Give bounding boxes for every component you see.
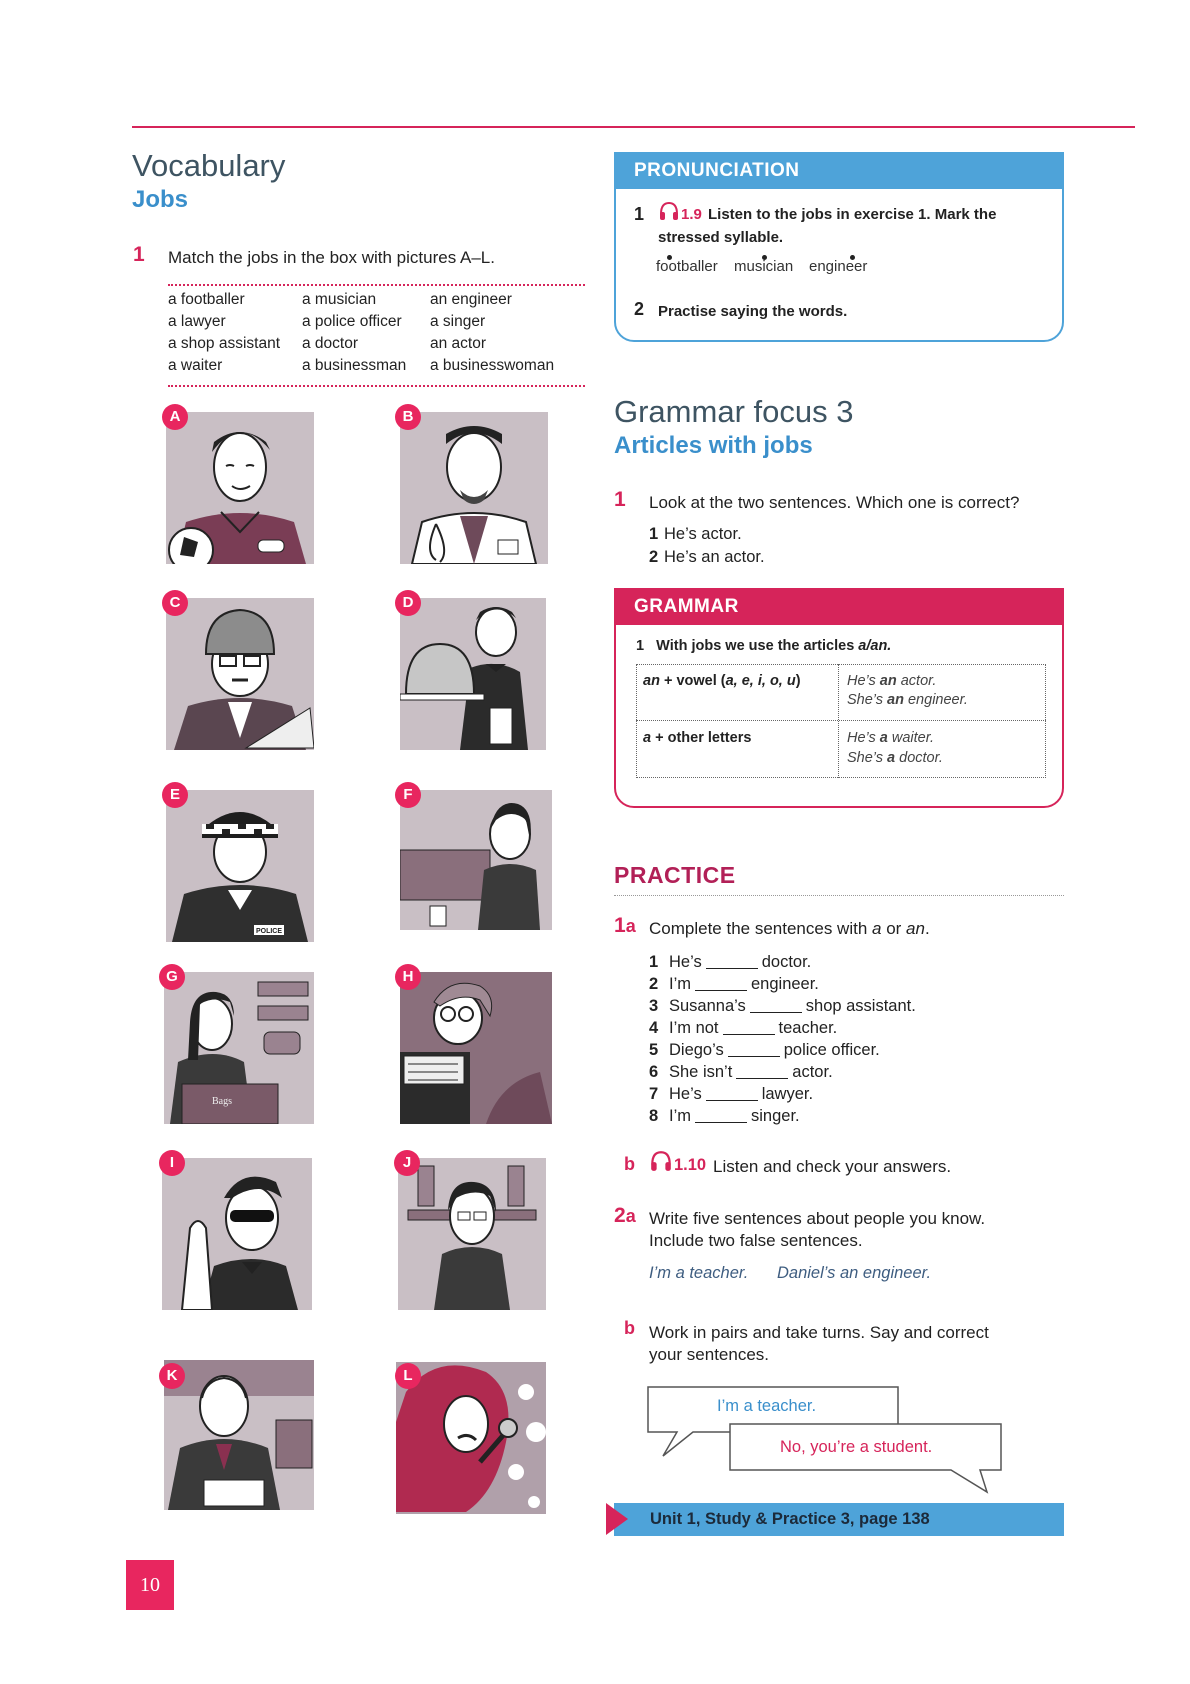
sentence-after: lawyer. [761, 1084, 814, 1103]
top-rule [132, 126, 1135, 128]
sentence-number: 6 [649, 1062, 659, 1081]
example-text: actor. [896, 673, 937, 689]
pron-word: engineer [809, 258, 868, 275]
job-word: a footballer [168, 291, 245, 308]
picture-e-police-officer [166, 790, 314, 942]
example-text: engineer. [903, 692, 968, 708]
picture-i-actor [162, 1158, 312, 1310]
grammar-rule-cell [643, 673, 801, 689]
pron-item-number: 2 [634, 299, 645, 319]
rule-text: + other letters [651, 730, 752, 746]
picture-badge: I [159, 1150, 185, 1176]
sentence-before: He’s [669, 952, 702, 971]
pron-item-text: Listen to the jobs in exercise 1. Mark the [708, 206, 997, 223]
sentence-number: 7 [649, 1084, 659, 1103]
exercise-number: 1 [614, 488, 626, 511]
headphones-icon[interactable] [658, 200, 680, 227]
answer-blank[interactable] [728, 1043, 780, 1057]
sentence-before: I’m [669, 1106, 691, 1125]
grammar-table-divider [636, 720, 1046, 721]
sentence-before: Diego’s [669, 1040, 724, 1059]
sentence-after: teacher. [778, 1018, 838, 1037]
grammar-focus-subtitle: Articles with jobs [614, 432, 813, 459]
sentence-after: shop assistant. [805, 996, 916, 1015]
grammar-rule-text: With jobs we use the articles [656, 638, 855, 654]
picture-d-waiter [400, 598, 546, 750]
rule-text: ) [795, 673, 801, 689]
example-sentence: I’m a teacher. [649, 1264, 749, 1282]
picture-badge: F [395, 782, 421, 808]
instruction-text: or [881, 919, 907, 938]
exercise-letter: a [625, 916, 636, 936]
job-word: a doctor [302, 335, 359, 352]
grammar-rule [636, 638, 891, 654]
picture-badge: C [162, 590, 188, 616]
example-text: She’s [847, 750, 888, 766]
pron-item-number: 1 [634, 204, 645, 224]
speech-bubble-1: I’m a teacher. [717, 1397, 817, 1415]
word-box-bottom-rule [168, 385, 585, 387]
example-text: She’s [847, 692, 888, 708]
picture-badge: H [395, 964, 421, 990]
picture-c-engineer [166, 598, 314, 750]
picture-k-businessman [164, 1360, 314, 1510]
job-word: a waiter [168, 357, 223, 374]
example-sentence: Daniel’s an engineer. [777, 1264, 932, 1282]
sentence-number: 2 [649, 548, 659, 566]
example-text: He’s [847, 730, 880, 746]
exercise-letter: a [625, 1206, 636, 1226]
speech-bubble-2: No, you’re a student. [780, 1438, 933, 1456]
list-item [649, 1017, 969, 1039]
pronunciation-title: PRONUNCIATION [634, 160, 800, 181]
exercise-instruction: Include two false sentences. [649, 1231, 863, 1250]
answer-blank[interactable] [750, 999, 802, 1013]
sentence: He’s an actor. [664, 548, 765, 566]
sentence-after: engineer. [751, 974, 819, 993]
sentence-before: I’m [669, 974, 691, 993]
sentence-number: 3 [649, 996, 659, 1015]
sentence-after: police officer. [783, 1040, 880, 1059]
list-item [649, 1105, 969, 1127]
grammar-example [847, 673, 936, 689]
exercise-letter: b [624, 1154, 635, 1174]
picture-badge: A [162, 404, 188, 430]
pron-item-text: stressed syllable. [658, 229, 784, 246]
job-word: an engineer [430, 291, 512, 308]
answer-blank[interactable] [723, 1021, 775, 1035]
job-word: a musician [302, 291, 377, 308]
example-text: doctor. [895, 750, 943, 766]
job-word: a singer [430, 313, 486, 330]
grammar-rule-number: 1 [636, 638, 645, 654]
exercise-number [614, 914, 636, 938]
example-text: waiter. [887, 730, 935, 746]
sentence-after: actor. [792, 1062, 833, 1081]
sentence-before: She isn’t [669, 1062, 733, 1081]
grammar-example [847, 692, 968, 708]
example-article: a [879, 730, 888, 746]
picture-a-footballer [166, 412, 314, 564]
picture-g-shop-assistant [164, 972, 314, 1124]
sentence-before: He’s [669, 1084, 702, 1103]
picture-badge: J [394, 1150, 420, 1176]
sentence-after: doctor. [761, 952, 812, 971]
sentence-after: singer. [751, 1106, 800, 1125]
exercise-instruction: your sentences. [649, 1345, 770, 1364]
sentence-before: I’m not [669, 1018, 719, 1037]
track-number: 1.9 [681, 206, 702, 223]
exercise-instruction [649, 919, 930, 939]
flag-icon [606, 1503, 628, 1535]
police-badge-text: POLICE [255, 928, 283, 935]
exercise-instruction: Write five sentences about people you know. [649, 1209, 986, 1228]
example-text: He’s [847, 673, 880, 689]
grammar-rule-cell [643, 730, 751, 746]
answer-blank[interactable] [695, 1109, 747, 1123]
picture-badge: B [395, 404, 421, 430]
example-article: an [879, 673, 897, 689]
pron-item-text: Practise saying the words. [658, 303, 848, 320]
list-item [649, 973, 969, 995]
vocabulary-title: Vocabulary [132, 148, 286, 183]
grammar-rule-articles: a/an. [858, 638, 892, 654]
exercise-number: 1 [133, 243, 145, 266]
track-number: 1.10 [674, 1156, 707, 1174]
grammar-table-divider [838, 664, 839, 778]
picture-j-lawyer [398, 1158, 546, 1310]
job-word: a lawyer [168, 313, 226, 330]
list-item [649, 1061, 969, 1083]
bag-label: Bags [212, 1096, 232, 1107]
sentence-number: 4 [649, 1018, 659, 1037]
article: a [643, 730, 652, 746]
grammar-example [847, 730, 934, 746]
job-word: an actor [430, 335, 487, 352]
sentence-before: Susanna’s [669, 996, 746, 1015]
example-article: a [887, 750, 896, 766]
answer-blank[interactable] [706, 955, 758, 969]
picture-h-musician [400, 972, 552, 1124]
exercise-instruction: Match the jobs in the box with pictures A–L. [168, 248, 495, 267]
answer-blank[interactable] [706, 1087, 758, 1101]
picture-b-doctor [400, 412, 548, 564]
list-item [649, 951, 969, 973]
job-word: a police officer [302, 313, 402, 330]
job-word: a businessman [302, 357, 407, 374]
job-word: a businesswoman [430, 357, 555, 374]
instruction-text: Complete the sentences with [649, 919, 873, 938]
answer-blank[interactable] [695, 977, 747, 991]
answer-blank[interactable] [736, 1065, 788, 1079]
article: an [643, 673, 660, 689]
pron-word: footballer [656, 258, 718, 275]
grammar-focus-title: Grammar focus 3 [614, 394, 854, 429]
exercise-num: 1 [614, 914, 626, 937]
list-item [649, 1083, 969, 1105]
page-number: 10 [140, 1574, 160, 1596]
sentence-list [649, 951, 969, 1127]
instruction-text: . [924, 919, 930, 938]
exercise-number [614, 1204, 636, 1228]
grammar-example [847, 750, 943, 766]
exercise-num: 2 [614, 1204, 626, 1227]
picture-badge: K [159, 1363, 185, 1389]
list-item [649, 1039, 969, 1061]
exercise-instruction: Listen and check your answers. [713, 1157, 952, 1176]
picture-f-person [400, 790, 552, 930]
sentence-number: 1 [649, 525, 659, 543]
vocabulary-subtitle: Jobs [132, 186, 189, 213]
pron-word: musician [734, 258, 794, 275]
instruction-article: an [906, 919, 925, 938]
word-box-top-rule [168, 284, 585, 286]
sentence-number: 2 [649, 974, 659, 993]
picture-badge: G [159, 964, 185, 990]
sentence-number: 1 [649, 952, 659, 971]
exercise-letter: b [624, 1318, 635, 1338]
vowels: a, e, i, o, u [725, 673, 796, 689]
instruction-article: a [872, 919, 882, 938]
picture-badge: L [395, 1363, 421, 1389]
list-item [649, 995, 969, 1017]
picture-badge: E [162, 782, 188, 808]
study-reference[interactable]: Unit 1, Study & Practice 3, page 138 [650, 1510, 930, 1528]
practice-title: PRACTICE [614, 862, 736, 888]
picture-badge: D [395, 590, 421, 616]
exercise-instruction: Look at the two sentences. Which one is correct? [649, 493, 1020, 512]
example-article: an [887, 692, 904, 708]
practice-rule [614, 895, 1064, 896]
sentence-number: 8 [649, 1106, 659, 1125]
headphones-icon[interactable] [649, 1149, 673, 1178]
rule-text: + vowel ( [659, 673, 726, 689]
exercise-instruction: Work in pairs and take turns. Say and correct [649, 1323, 989, 1342]
grammar-title: GRAMMAR [634, 596, 739, 617]
sentence: He’s actor. [664, 525, 742, 543]
job-word: a shop assistant [168, 335, 281, 352]
sentence-number: 5 [649, 1040, 659, 1059]
picture-l-singer [396, 1362, 546, 1514]
